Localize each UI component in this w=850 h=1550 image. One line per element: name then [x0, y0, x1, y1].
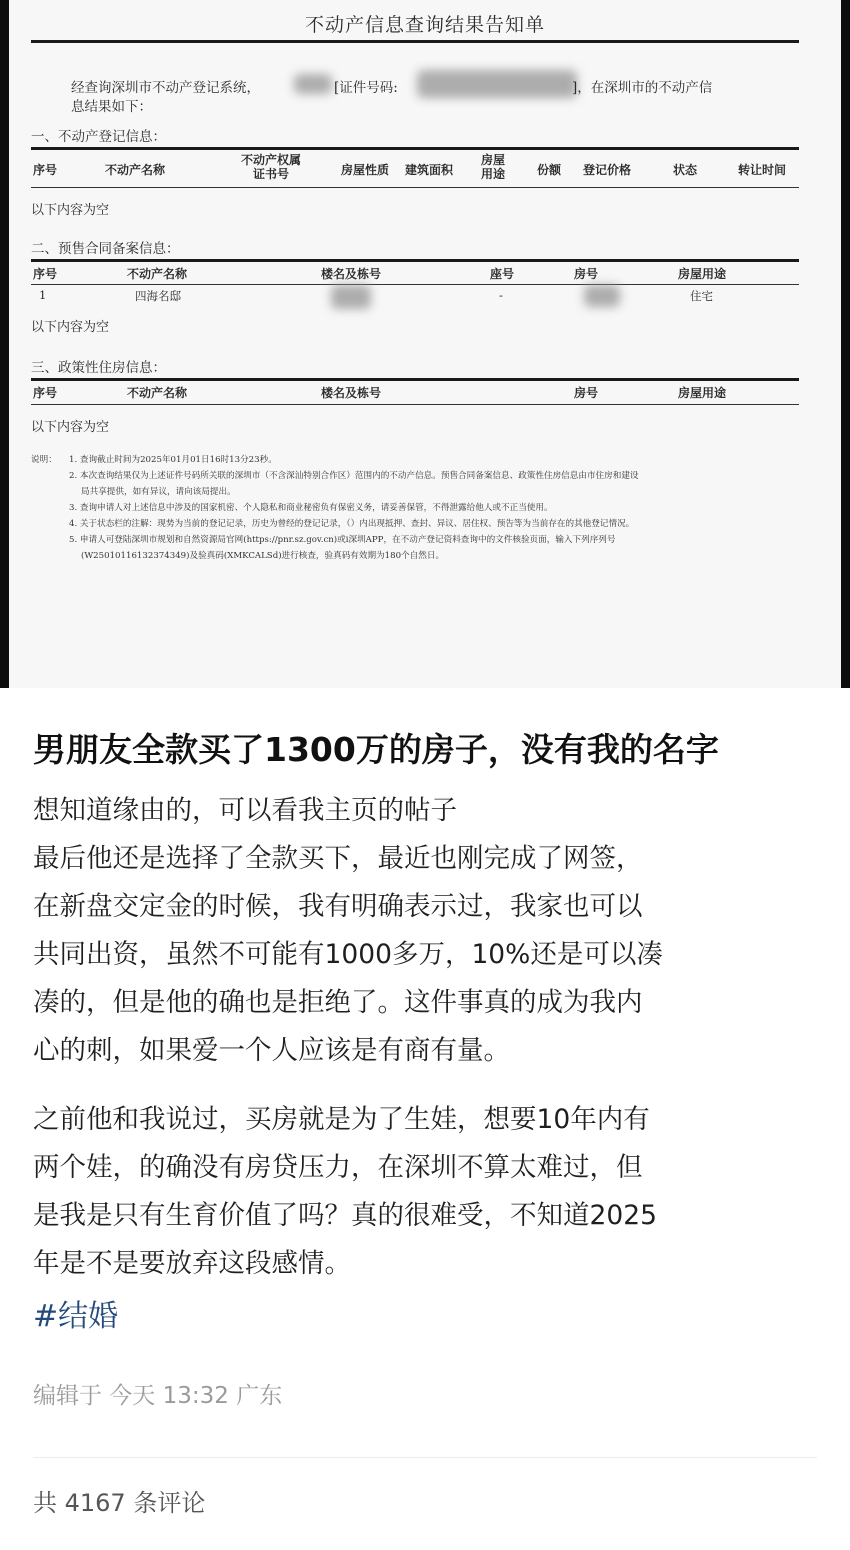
table-header-rule [31, 284, 799, 285]
edit-timestamp: 编辑于 今天 13:32 广东 [33, 1383, 283, 1409]
divider [33, 1457, 817, 1458]
table-bottom-rule [31, 404, 799, 405]
table-top-rule [31, 259, 799, 262]
intro-prefix: 经查询深圳市不动产登记系统， [71, 80, 260, 96]
table-header: 房号 [574, 386, 599, 400]
note-line: 4. 关于状态栏的注解：现势为当前的登记记录，历史为曾经的登记记录，（）内出现抵押、查封、异议、居住权、预告等为当前存在的其他登记情况。 [69, 519, 635, 529]
redacted-cert-number [417, 70, 577, 98]
section-title: 二、预售合同备案信息： [31, 241, 180, 257]
post-line: 想知道缘由的，可以看我主页的帖子 [33, 795, 457, 826]
post-line: 两个娃，的确没有房贷压力，在深圳不算太难过，但 [33, 1152, 643, 1183]
post-line: 年是不是要放弃这段感情。 [33, 1248, 351, 1279]
note-line: 3. 查询申请人对上述信息中涉及的国家机密、个人隐私和商业秘密负有保密义务，请妥善保管，不得泄露给他人或不正当使用。 [69, 503, 553, 513]
post-line: 是我是只有生育价值了吗？真的很难受，不知道2025 [33, 1200, 657, 1231]
post-line: 之前他和我说过，买房就是为了生娃，想要10年内有 [33, 1104, 650, 1135]
document-photo[interactable] [0, 0, 850, 688]
table-top-rule [31, 147, 799, 150]
post-line: 在新盘交定金的时候，我有明确表示过，我家也可以 [33, 891, 643, 922]
table-header: 建筑面积 [405, 163, 454, 177]
table-header: 登记价格 [583, 163, 632, 177]
redacted-room [584, 285, 620, 307]
document-title: 不动产信息查询结果告知单 [304, 14, 545, 36]
section-title: 三、政策性住房信息： [31, 360, 166, 376]
table-header: 序号 [33, 163, 58, 177]
table-header: 房号 [574, 267, 599, 281]
post-line: 心的刺，如果爱一个人应该是有商有量。 [33, 1035, 510, 1066]
table-header: 房屋用途 [480, 153, 505, 181]
title-rule [31, 40, 799, 43]
table-header: 房屋性质 [341, 163, 390, 177]
note-line: 5. 申请人可登陆深圳市规划和自然资源局官网(https://pnr.sz.gov.cn)或i深圳APP，在不动产登记资料查询中的文件核验页面，输入下列序列号 [69, 535, 616, 545]
intro-suffix: ]，在深圳市的不动产信 [572, 80, 713, 96]
photo-edge-right [841, 0, 850, 688]
intro-cert-label: [证件号码: [334, 80, 398, 96]
table-header: 房屋用途 [678, 386, 727, 400]
note-line: 局共享提供，如有异议，请向该局提出。 [81, 487, 236, 497]
hashtag-link[interactable]: #结婚 [33, 1299, 119, 1334]
photo-edge-left [0, 0, 9, 688]
post-line: 共同出资，虽然不可能有1000多万，10%还是可以凑 [33, 939, 663, 970]
table-header: 不动产权属证书号 [241, 153, 302, 181]
comment-count[interactable]: 共 4167 条评论 [33, 1489, 206, 1517]
table-top-rule [31, 378, 799, 381]
section-title: 一、不动产登记信息： [31, 129, 166, 145]
table-header: 份额 [537, 163, 562, 177]
table-header: 序号 [33, 267, 58, 281]
note-line: 1. 查询截止时间为2025年01月01日16时13分23秒。 [69, 455, 277, 465]
table-header: 转让时间 [738, 163, 787, 177]
notes-label: 说明： [31, 455, 57, 465]
table-cell: - [499, 288, 503, 302]
post-title: 男朋友全款买了1300万的房子，没有我的名字 [33, 730, 719, 769]
table-header: 座号 [490, 267, 515, 281]
note-line: (W25010116132374349)及验真码(XMKCALSd)进行核查，验真码有效期为180个自然日。 [81, 551, 445, 561]
table-header: 状态 [673, 163, 698, 177]
redacted-building [331, 285, 371, 309]
empty-notice: 以下内容为空 [31, 420, 110, 435]
intro-line2: 息结果如下： [71, 99, 152, 115]
table-header: 序号 [33, 386, 58, 400]
table-header: 楼名及栋号 [321, 267, 382, 281]
table-header: 楼名及栋号 [321, 386, 382, 400]
table-header: 房屋用途 [678, 267, 727, 281]
table-header: 不动产名称 [105, 163, 166, 177]
table-cell: 住宅 [690, 289, 713, 303]
post-line: 凑的，但是他的确也是拒绝了。这件事真的成为我内 [33, 987, 643, 1018]
empty-notice: 以下内容为空 [31, 320, 110, 335]
post-line: 最后他还是选择了全款买下，最近也刚完成了网签， [33, 843, 643, 874]
document-paper [9, 0, 841, 688]
note-line: 2. 本次查询结果仅为上述证件号码所关联的深圳市（不含深汕特别合作区）范围内的不动产信息。预售合同备案信息、政策性住房信息由市住房和建设 [69, 471, 639, 481]
table-cell: 四海名邸 [135, 289, 181, 303]
empty-notice: 以下内容为空 [31, 203, 110, 218]
table-cell: 1 [39, 288, 47, 302]
table-header: 不动产名称 [127, 267, 188, 281]
post-paragraph [33, 1096, 823, 1288]
table-header: 不动产名称 [127, 386, 188, 400]
post-paragraph [33, 787, 823, 1075]
redacted-name [294, 74, 332, 94]
table-bottom-rule [31, 187, 799, 188]
